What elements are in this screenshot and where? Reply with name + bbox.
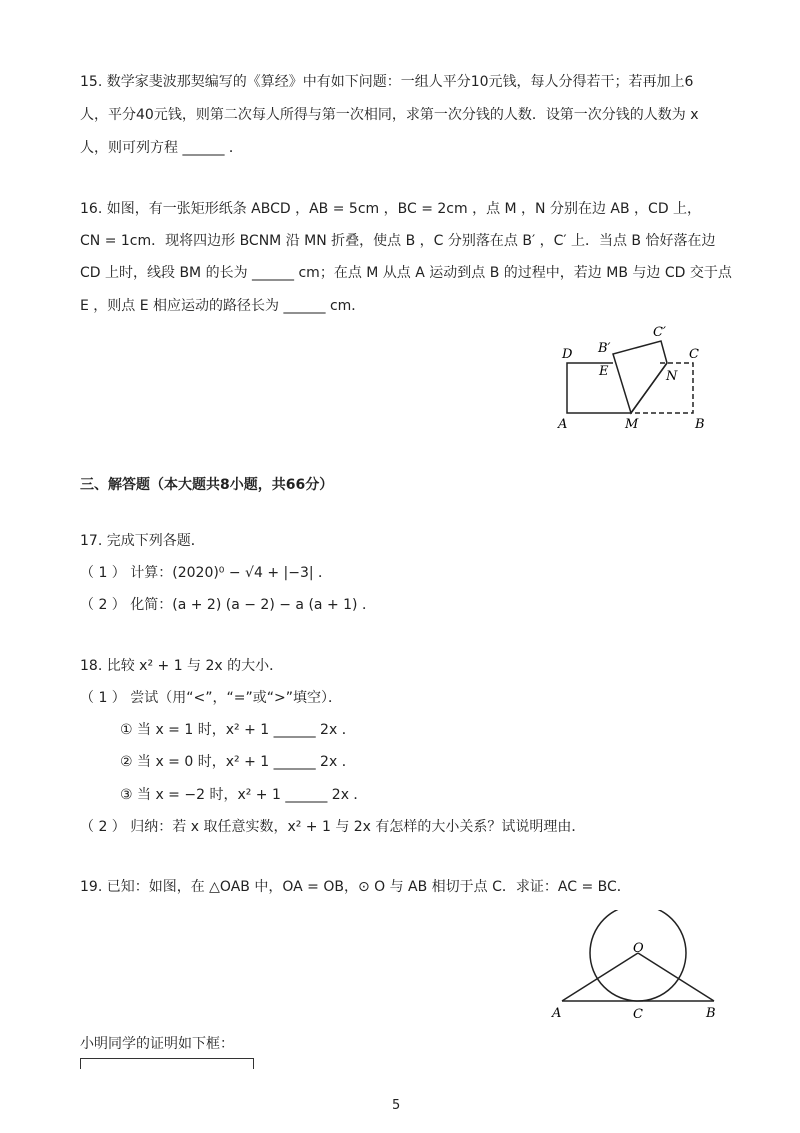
label-c-prime: C′ (653, 325, 666, 340)
label-e: E (599, 364, 609, 379)
label-a: A (552, 1006, 562, 1021)
q17-title: 17. 完成下列各题． (80, 533, 205, 549)
label-a: A (558, 417, 568, 432)
q17-part-2: （ 2 ） 化简：(a + 2) (a − 2) − a (a + 1) ． (80, 597, 376, 613)
label-c: C (689, 347, 699, 362)
q18-case-2: ② 当 x = 0 时，x² + 1 ______ 2x ． (120, 754, 356, 770)
label-n: N (666, 369, 678, 384)
q18-case-3: ③ 当 x = −2 时，x² + 1 ______ 2x ． (120, 787, 368, 803)
q19-title: 19. 已知：如图，在 △OAB 中，OA = OB，⊙ O 与 AB 相切于点 C．求证：AC = BC． (80, 879, 631, 895)
q18-part-1: （ 1 ） 尝试（用“<”，“=”或“>”填空）． (80, 690, 342, 706)
folded-quad (613, 341, 667, 413)
q18-part-2: （ 2 ） 归纳：若 x 取任意实数，x² + 1 与 2x 有怎样的大小关系？试说明理由． (80, 819, 586, 835)
q19-figure (548, 910, 728, 1025)
section-3-title: 三、解答题（本大题共8小题，共66分） (80, 477, 334, 493)
page-number: 5 (392, 1098, 401, 1113)
q15-line-1: 15. 数学家斐波那契编写的《算经》中有如下问题：一组人平分10元钱，每人分得若干；若再加上6 (80, 74, 694, 90)
proof-box (80, 1058, 254, 1069)
q16-line-3: CD 上时，线段 BM 的长为 ______ cm；在点 M 从点 A 运动到点 B 的过程中，若边 MB 与边 CD 交于点 (80, 265, 732, 281)
label-d: D (562, 347, 573, 362)
q18-title: 18. 比较 x² + 1 与 2x 的大小． (80, 658, 284, 674)
q15-line-2: 人，平分40元钱，则第二次每人所得与第一次相同，求第一次分钱的人数．设第一次分钱的人数为 x (80, 107, 699, 123)
label-b: B (706, 1006, 716, 1021)
q18-case-1: ① 当 x = 1 时，x² + 1 ______ 2x ． (120, 722, 356, 738)
q16-line-2: CN = 1cm．现将四边形 BCNM 沿 MN 折叠，使点 B ，C 分别落在点 B′ ，C′ 上．当点 B 恰好落在边 (80, 233, 716, 249)
segment-ob (638, 953, 714, 1001)
fold-line-mn (631, 363, 667, 413)
q16-figure (550, 318, 720, 436)
q19-note: 小明同学的证明如下框： (80, 1036, 234, 1052)
segment-oa (562, 953, 638, 1001)
q16-line-1: 16. 如图，有一张矩形纸条 ABCD ，AB = 5cm ，BC = 2cm ，点 M ，N 分别在边 AB ，CD 上， (80, 201, 702, 217)
q17-part-1: （ 1 ） 计算：(2020)⁰ − √4 + |−3| ． (80, 565, 333, 581)
label-b-prime: B′ (598, 341, 611, 356)
label-c: C (633, 1007, 643, 1022)
label-b: B (695, 417, 705, 432)
label-o: O (633, 941, 644, 956)
q16-line-4: E ，则点 E 相应运动的路径长为 ______ cm． (80, 298, 366, 314)
q15-line-3: 人，则可列方程 ______ ． (80, 140, 243, 156)
label-m: M (625, 417, 639, 432)
